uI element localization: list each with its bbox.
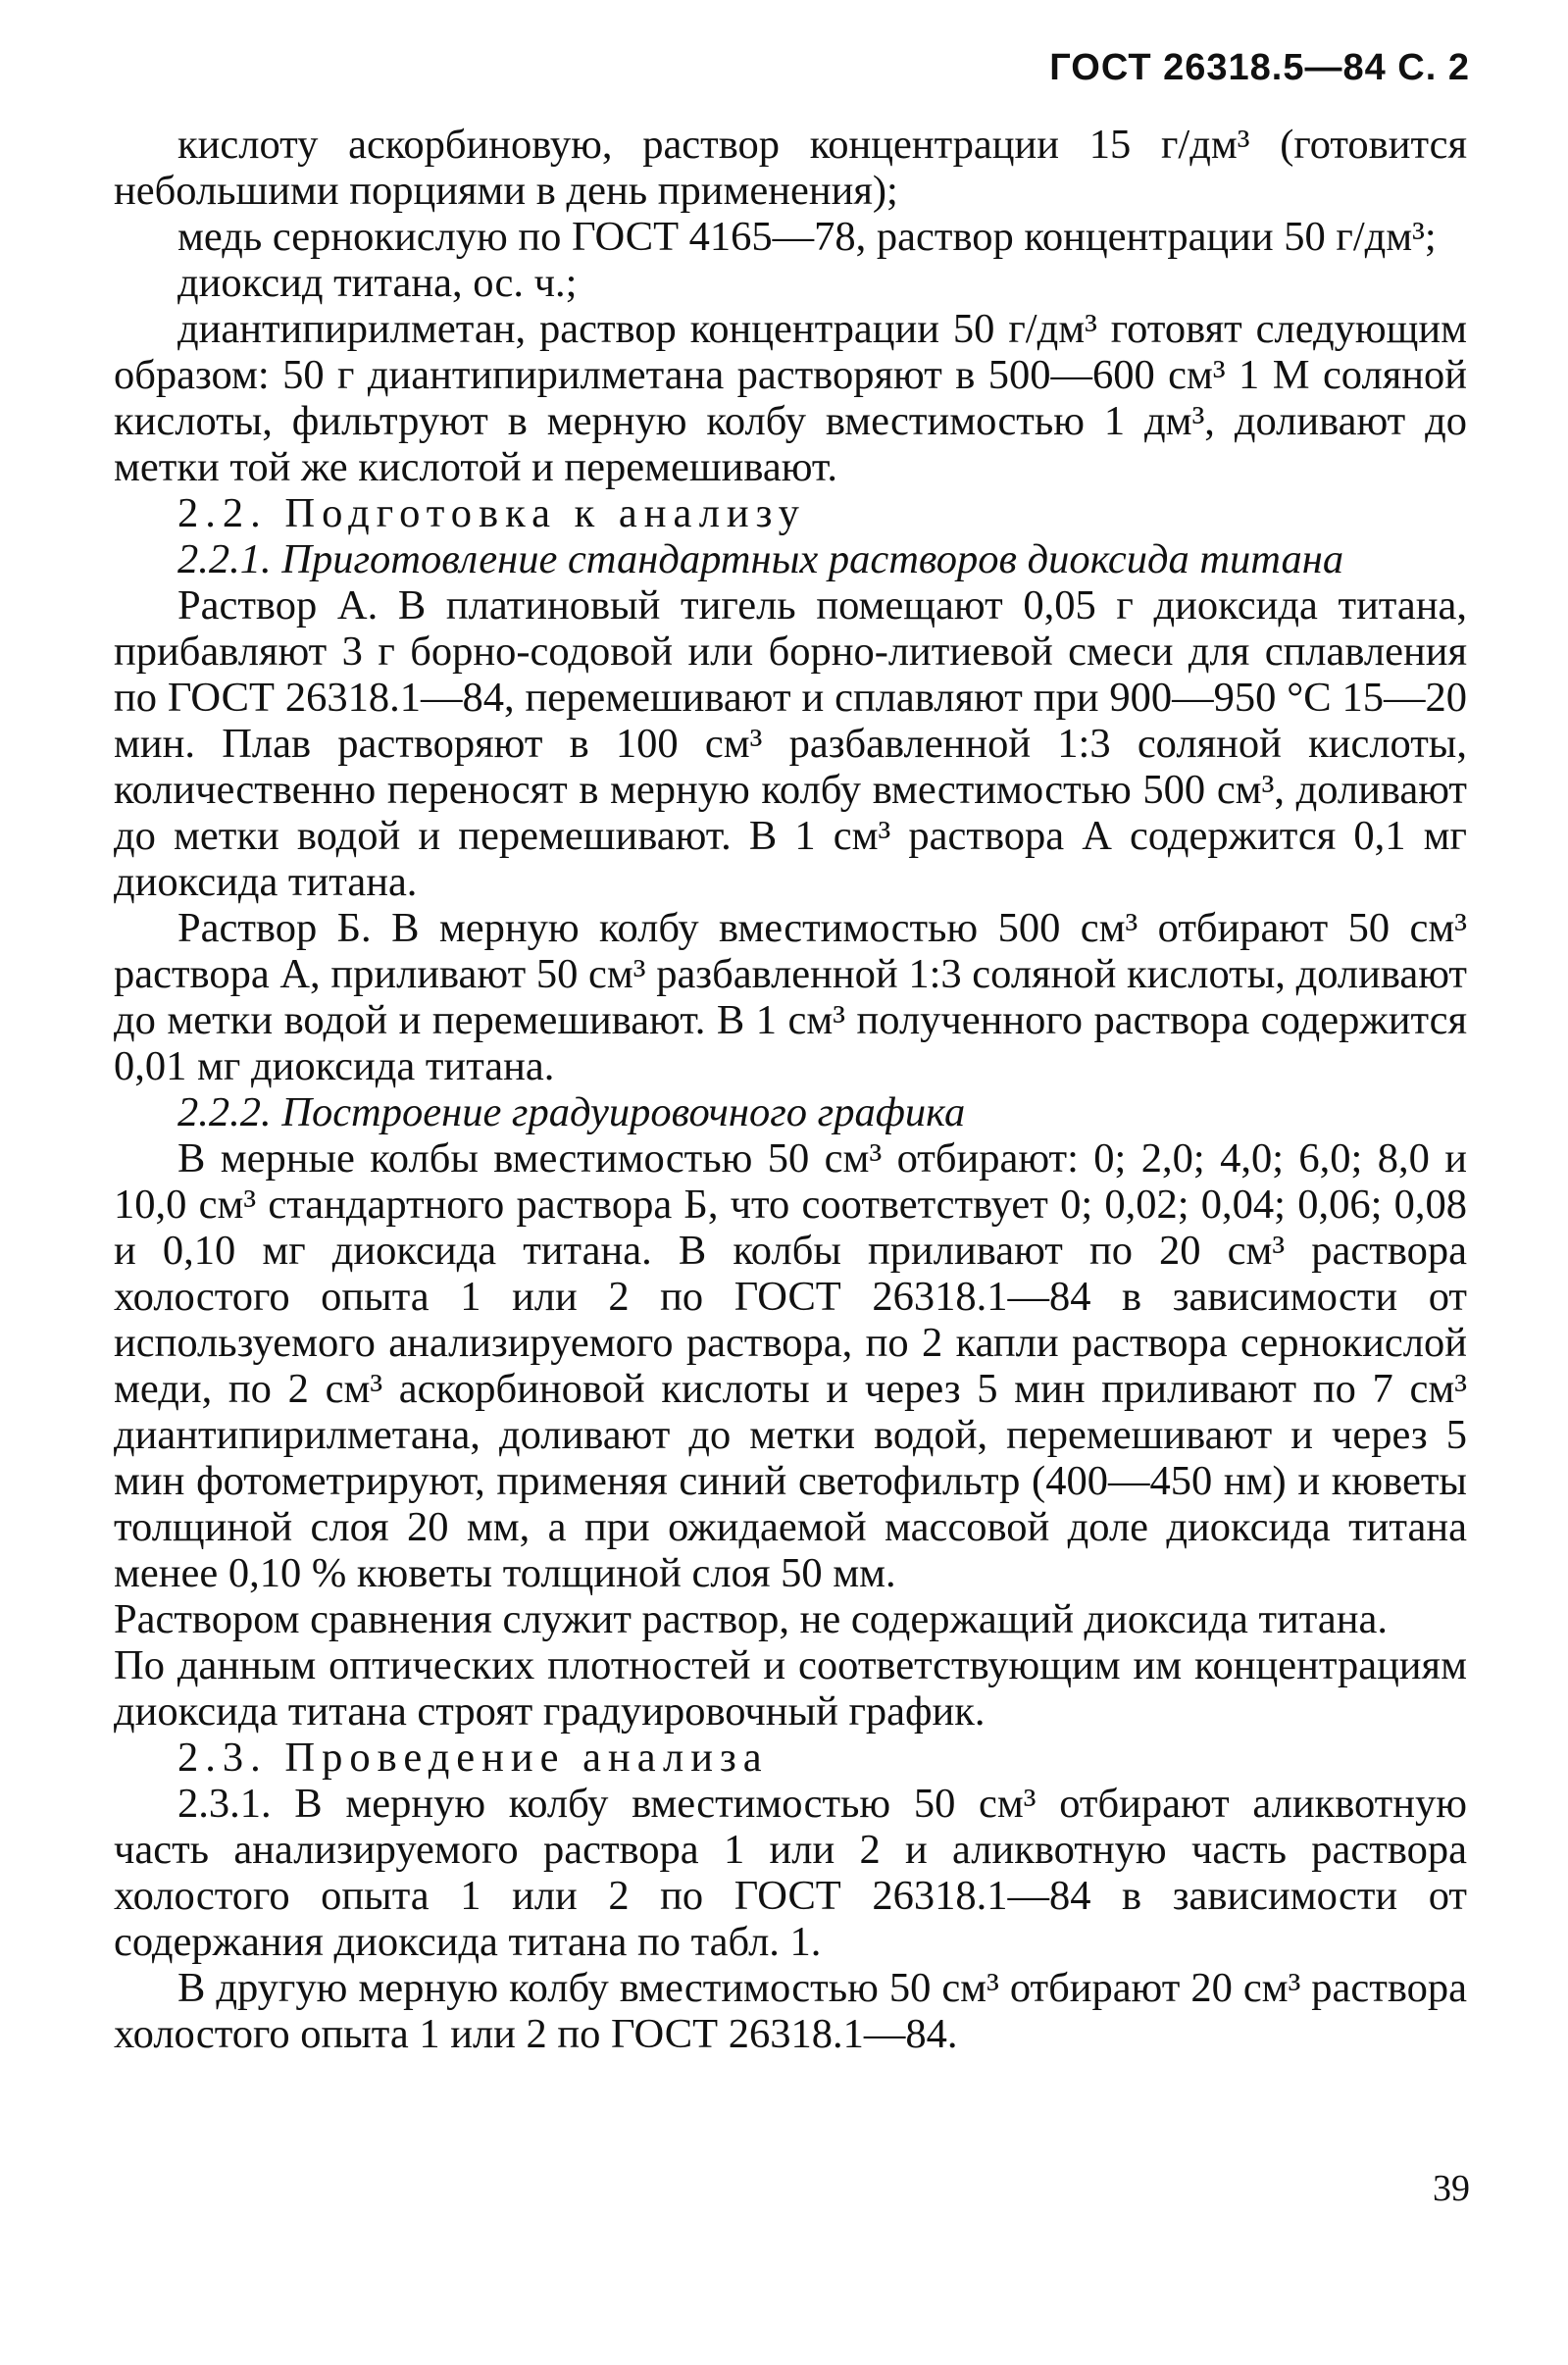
paragraph-diantipyrylmethane: диантипирилметан, раствор концентрации 50 г/дм³ готовят следующим образом: 50 г диантипирилметана растворяют в 500—600 см³ 1 М соляной кислоты, фильтруют в мерную колбу вместимостью 1 дм³, доливают до метки той же кислотой и перемешивают. — [114, 306, 1467, 490]
paragraph-calibration-procedure: В мерные колбы вместимостью 50 см³ отбирают: 0; 2,0; 4,0; 6,0; 8,0 и 10,0 см³ стандартного раствора Б, что соответствует 0; 0,02; 0,04; 0,06; 0,08 и 0,10 мг диоксида титана. В колбы приливают по 20 см³ раствора холостого опыта 1 или 2 по ГОСТ 26318.1—84 в зависимости от используемого анализируемого раствора, по 2 капли раствора сернокислой меди, по 2 см³ аскорбиновой кислоты и через 5 мин приливают по 7 см³ диантипирилметана, доливают до метки водой, перемешивают и через 5 мин фотометрируют, применяя синий светофильтр (400—450 нм) и кюветы толщиной слоя 20 мм, а при ожидаемой массовой доле диоксида титана менее 0,10 % кюветы толщиной слоя 50 мм. — [114, 1135, 1467, 1596]
subsection-heading-calibration-graph: 2.2.2. Построение градуировочного графика — [177, 1089, 966, 1135]
page-number: 39 — [1433, 2168, 1470, 2209]
paragraph-reference-solution: Раствором сравнения служит раствор, не содержащий диоксида титана. — [114, 1596, 1388, 1642]
page-header: ГОСТ 26318.5—84 С. 2 — [1049, 47, 1470, 88]
paragraph-solution-b: Раствор Б. В мерную колбу вместимостью 500 см³ отбирают 50 см³ раствора А, приливают 50 см³ разбавленной 1:3 соляной кислоты, доливают до метки водой и перемешивают. В 1 см³ полученного раствора содержится 0,01 мг диоксида титана. — [114, 905, 1467, 1089]
paragraph-ascorbic-acid: кислоту аскорбиновую, раствор концентрации 15 г/дм³ (готовится небольшими порциями в день применения); — [114, 122, 1467, 214]
section-heading-preparation: 2.2. Подготовка к анализу — [177, 490, 806, 536]
body-text — [114, 122, 1467, 2057]
paragraph-aliquot: 2.3.1. В мерную колбу вместимостью 50 см³ отбирают аликвотную часть анализируемого раствора 1 или 2 и аликвотную часть раствора холостого опыта 1 или 2 по ГОСТ 26318.1—84 в зависимости от содержания диоксида титана по табл. 1. — [114, 1781, 1467, 1965]
paragraph-titanium-dioxide: диоксид титана, ос. ч.; — [177, 260, 578, 306]
paragraph-build-graph: По данным оптических плотностей и соответствующим им концентрациям диоксида титана строят градуировочный график. — [114, 1642, 1467, 1735]
subsection-heading-standard-solutions: 2.2.1. Приготовление стандартных растворов диоксида титана — [177, 536, 1344, 582]
paragraph-blank-flask: В другую мерную колбу вместимостью 50 см³ отбирают 20 см³ раствора холостого опыта 1 или 2 по ГОСТ 26318.1—84. — [114, 1965, 1467, 2057]
paragraph-copper-sulfate: медь сернокислую по ГОСТ 4165—78, раствор концентрации 50 г/дм³; — [177, 214, 1437, 260]
paragraph-solution-a: Раствор А. В платиновый тигель помещают 0,05 г диоксида титана, прибавляют 3 г борно-содовой или борно-литиевой смеси для сплавления по ГОСТ 26318.1—84, перемешивают и сплавляют при 900—950 °С 15—20 мин. Плав растворяют в 100 см³ разбавленной 1:3 соляной кислоты, количественно переносят в мерную колбу вместимостью 500 см³, доливают до метки водой и перемешивают. В 1 см³ раствора А содержится 0,1 мг диоксида титана. — [114, 582, 1467, 905]
section-heading-analysis: 2.3. Проведение анализа — [177, 1735, 769, 1781]
